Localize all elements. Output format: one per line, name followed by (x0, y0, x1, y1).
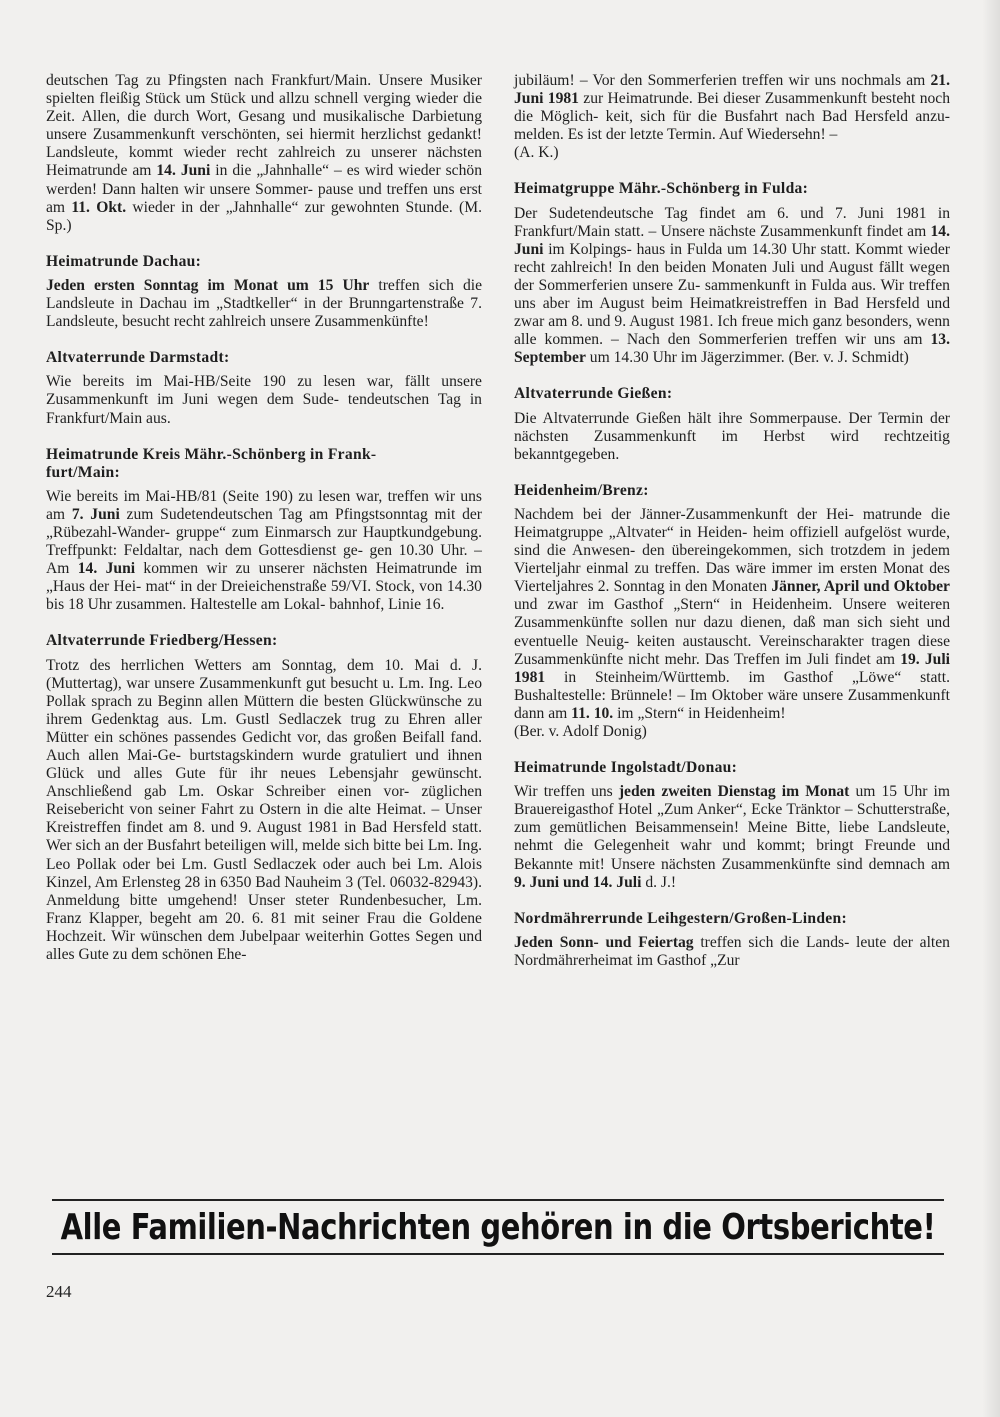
text-line: Die Altvaterrunde Gießen hält ihre Sommerpause. (514, 409, 842, 427)
left-column (46, 72, 482, 964)
section-body (46, 488, 482, 615)
text-line: dieser Zusammenkunft besteht noch die Möglich- (514, 90, 951, 126)
section-heading: Altvaterrunde Gießen: (514, 385, 673, 403)
text-line: sammenkunft in Fulda aus. Wir treffen uns aber im (514, 276, 950, 313)
section-body (514, 205, 950, 368)
text-line: haus in Fulda um 14.30 Uhr statt. Kommt wieder (636, 240, 950, 258)
text-line: Unser steter Rundenbesucher, Lm. Franz Klapper, (46, 891, 482, 927)
text-line: Im Oktober wäre unsere Zusammenkunft dann am (514, 686, 950, 722)
article-section (46, 349, 482, 427)
text-line: keit, sich für die Busfahrt nach Bad Hersfeld anzu- (605, 108, 950, 126)
text-line: Hochzeit. Wir wünschen dem Jubelpaar weiterhin (46, 927, 364, 945)
right-column (514, 72, 950, 970)
text-line: Ehren aller Mütter ein schönes passendes Gedicht (46, 710, 483, 746)
text-line: August fällt wegen der Sommerferien unsere Zu- (514, 258, 950, 294)
section-body (46, 277, 482, 331)
text-line: Tag am Pfingstsonntag mit der „Rübezahl-Wander- (46, 505, 482, 541)
text-line: Der Sudetendeutsche Tag findet am 6. und 7. Juni (514, 204, 884, 222)
article-section (514, 482, 950, 741)
text-line: recht zahlreich zu unserer nächsten Heimatrunde (46, 144, 482, 180)
text-line: Nachdem bei der Jänner-Zusammenkunft der Hei- (514, 505, 854, 523)
text-line: Treffpunkt: Feldaltar, nach dem Gottesdienst ge- (46, 542, 363, 560)
text-line: Vierteljahr einmal zu treffen. Das wäre immer im (514, 560, 835, 578)
section-body (46, 657, 482, 965)
text-line: schön werden! Dann halten wir unsere Sommer- (46, 162, 482, 198)
text-line: melden. Es ist der letzte Termin. Auf Wiedersehn! – (514, 126, 838, 144)
page-number: 244 (46, 1282, 72, 1301)
text-line: bitte umgehend! (129, 891, 238, 909)
section-heading: Heimatrunde Ingolstadt/Donau: (514, 759, 738, 777)
text-line: ganz besonders, wenn alle kommen. – Nach den (514, 313, 950, 349)
text-line: Gasthof „Löwe“ statt. Bushaltestelle: Brünnele! – (514, 668, 950, 704)
text-line: ersten Monat des Vierteljahres 2. Sonntag in den (514, 560, 950, 596)
text-line: unsere Zusammenkunft verschönten, sei hiermit (46, 126, 355, 144)
text-line: am 9. Juni und 14. Juli d. J.! (514, 855, 951, 891)
text-line: leute der alten Nordmährerheimat im Gasthof „Zur (514, 933, 950, 969)
section-heading: Altvaterrunde Darmstadt: (46, 349, 230, 367)
text-line: Ecke Tränktor – Schutterstraße, zum gemütlichen (514, 801, 951, 837)
text-line: dienen, daß man sich sieht und eventuelle Neuig- (514, 614, 951, 650)
continued-text (514, 72, 950, 162)
text-line: Wie bereits im Mai-HB/81 (Seite 190) zu lesen war, (46, 487, 383, 505)
text-line: 1981 in Frankfurt/Main statt. – Unsere nächste (514, 204, 950, 240)
text-line: der Brunngartenstraße 7. Landsleute, besucht recht (46, 295, 483, 331)
text-line: Jeden Sonn- und Feiertag treffen sich die Lands- (514, 933, 850, 951)
text-line: unsere Zusammenkunft im Juni wegen dem Sude- (46, 373, 482, 409)
text-line: Mai d. J. (Muttertag), war unsere Zusammenkunft (46, 656, 483, 692)
scan-edge-shadow (982, 0, 1000, 1417)
text-line: Wir treffen uns jeden zweiten Dienstag im Monat (514, 783, 850, 801)
text-line: durch Wort, Gesang und musikalische Darbietung (153, 108, 482, 126)
author-signature: (A. K.) (514, 144, 559, 162)
text-line: Unsere Musiker spielten fleißig Stück um Stück (46, 72, 482, 108)
text-line: treffen wir uns am 7. Juni zum Sudetendeutschen (46, 487, 483, 523)
text-line: recht zahlreich! In den beiden Monaten Juli und (514, 258, 824, 276)
text-line: „Jahnhalle“ zur gewohnten Stunde. (M. Sp.) (46, 198, 482, 234)
text-line: in die alte Heimat. – Unser Kreistreffen findet am 8. (46, 801, 482, 837)
section-body (46, 373, 482, 427)
text-line: burtstagskindern wurde gratuliert und ihnen Glück (46, 747, 482, 783)
text-line: nehmt die Gelegenheit wahr und kommt; bringt (514, 837, 854, 855)
text-line: Der Termin der nächsten Zusammenkunft im (514, 409, 950, 445)
text-line: deutschen Tag zu Pfingsten nach Frankfurt/Main. (46, 72, 372, 89)
section-body (46, 72, 482, 235)
text-line: heim offiziell aufgelöst wurde, sind die Anwesen- (514, 523, 950, 560)
continued-text (46, 72, 482, 235)
text-line: 11. 10. im „Stern“ in Heidenheim! (571, 704, 786, 722)
section-body (514, 410, 950, 464)
text-line: gruppe“ zum Einmarsch zur Hauptkundgebung. (175, 523, 482, 541)
article-section (514, 910, 950, 970)
text-line: pause und treffen uns erst am 11. Okt. wieder in der (46, 180, 482, 216)
text-line: Sommerferien treffen wir uns am 13. September (514, 331, 950, 367)
text-line: und alles Gute für ihr neues Lebensjahr gewünscht. (97, 765, 482, 783)
text-line: und allzu schnell verging wieder die Zeit. Allen, die (46, 90, 482, 126)
text-line: 6350 Bad Nauheim 3 (Tel. 06032-82943). Anmeldung (46, 873, 483, 909)
article-section (514, 180, 950, 367)
text-line: Unsere nächsten Zusammenkünfte sind demnach (610, 855, 925, 873)
text-line: Wie bereits im Mai-HB/Seite 190 zu lesen war, fällt (46, 373, 430, 391)
text-line: Trotz des herrlichen Wetters am Sonntag, dem 10. (46, 656, 404, 674)
text-line: vor, das großen Beifall fand. Auch allen Mai-Ge- (46, 728, 482, 764)
section-heading: Altvaterrunde Friedberg/Hessen: (46, 632, 278, 650)
section-heading: Nordmährerrunde Leihgestern/Großen-Linden: (514, 909, 847, 927)
text-line: Freunde und Bekannte mit! (514, 837, 950, 873)
text-line: herzlichst gedankt! Landsleute, kommt wieder (46, 126, 482, 162)
article-section (46, 253, 482, 331)
text-line: Zusammenkunft findet am 14. Juni im Kolpings- (514, 222, 950, 258)
text-line: züglichen Reisebericht von seiner Fahrt zu Ostern (46, 783, 482, 819)
section-heading: Heimatgruppe Mähr.-Schönberg in Fulda: (514, 180, 809, 198)
article-section (514, 759, 950, 892)
section-heading: Heidenheim/Brenz: (514, 481, 649, 499)
text-line: Jeden ersten Sonntag im Monat um 15 Uhr treffen (46, 276, 420, 294)
text-line: keiten austauscht. Vereinscharakter tragen diese (636, 632, 950, 650)
text-line: und 9. August 1981 in Bad Hersfeld statt. Wer sich an (46, 819, 483, 855)
text-line: Gottes Segen und alles Gute zu dem schönen Ehe- (46, 927, 483, 964)
text-line: oder auch bei Lm. Alois Kinzel, Am Erlensteg 28 in (46, 855, 483, 891)
text-line: und zwar am 8. und 9. August 1981. Ich freue mich (514, 295, 950, 331)
text-line: mat“ in der Dreieichenstraße 59/VI. Stock, von (145, 578, 443, 596)
text-line: ihrem Gedenktag aus. Lm. Gustl Sedlaczek trug zu (46, 710, 400, 728)
section-body (514, 934, 950, 970)
text-line: Lm. Ing. Leo Pollak oder bei Lm. Gustl Sedlaczek (46, 837, 483, 873)
text-line: nochmals am 21. Juni 1981 zur Heimatrunde. Bei (514, 72, 950, 108)
text-line: jubiläum! – Vor den Sommerferien treffen wir uns (514, 72, 837, 89)
text-line: matrunde die Heimatgruppe „Altvater“ in Heiden- (514, 505, 950, 541)
text-line: um 15 Uhr im Brauereigasthof Hotel „Zum Anker“, (514, 783, 951, 819)
section-body (514, 72, 950, 144)
text-line: den übereingekommen, sich trotzdem in jedem (642, 542, 950, 560)
text-line: gen 10.30 Uhr. – Am 14. Juni kommen wir zu (46, 542, 482, 578)
section-heading: Heimatrunde Dachau: (46, 252, 202, 270)
text-line: gut besucht u. Lm. Ing. Leo Pollak sprach zu (46, 674, 482, 710)
text-line: begeht am 20. 6. 81 mit seiner Frau die Goldene (149, 909, 482, 927)
section-body (514, 506, 950, 723)
text-line: am 14. Juni in die „Jahnhalle“ – es wird wieder (132, 162, 441, 180)
article-section (46, 632, 482, 964)
text-line: Unsere weiteren Zusammenkünfte sollen nur dazu (514, 596, 950, 632)
text-line: der Busfahrt beteiligen will, melde sich bitte bei (123, 837, 424, 855)
text-line: Monaten Jänner, April und Oktober und zwar im (514, 578, 950, 614)
text-line: zahlreich unsere Zusammenkünfte! (208, 313, 429, 331)
text-line: 14.30 bis 18 Uhr zusammen. Haltestelle am Lokal- (46, 578, 482, 614)
text-line: Beisammensein! Meine Bitte, liebe Landsleute, (635, 819, 950, 837)
text-line: unserer nächsten Heimatrunde im „Haus der Hei- (46, 560, 482, 596)
banner-rule-bottom (52, 1253, 944, 1255)
text-line: um 14.30 Uhr im Jägerzimmer. (Ber. v. J. Schmidt) (589, 349, 909, 367)
section-heading: Heimatrunde Kreis Mähr.-Schönberg in Frank- furt/Main: (46, 445, 377, 481)
article-section (514, 385, 950, 463)
article-section (46, 446, 482, 615)
text-line: August beim Heimatkreistreffen in Bad Hersfeld (599, 295, 920, 313)
section-body (514, 783, 950, 892)
text-line: findet am 19. Juli 1981 in Steinheim/Württemb. im (514, 650, 950, 686)
text-line: bahnhof, Linie 16. (329, 596, 445, 614)
text-line: Beginn allen Müttern die besten Glückwünsche zu (157, 692, 482, 710)
text-line: tendeutschen Tag in Frankfurt/Main aus. (46, 391, 482, 427)
text-line: Herbst wird rechtzeitig bekanntgegeben. (514, 427, 950, 463)
banner-headline: Alle Familien-Nachrichten gehören in die Ortsberichte! (60, 1206, 936, 1248)
author-signature: (Ber. v. Adolf Donig) (514, 723, 647, 740)
text-line: Anschließend gab Lm. Oskar Schreiber einen vor- (46, 783, 410, 801)
text-line: Zusammenkünfte nicht mehr. Das Treffen im Juli (514, 650, 830, 668)
text-line: sich die Landsleute in Dachau im „Stadtkeller“ in (46, 276, 482, 313)
text-line: Gasthof „Stern“ in Heidenheim. (614, 596, 833, 614)
